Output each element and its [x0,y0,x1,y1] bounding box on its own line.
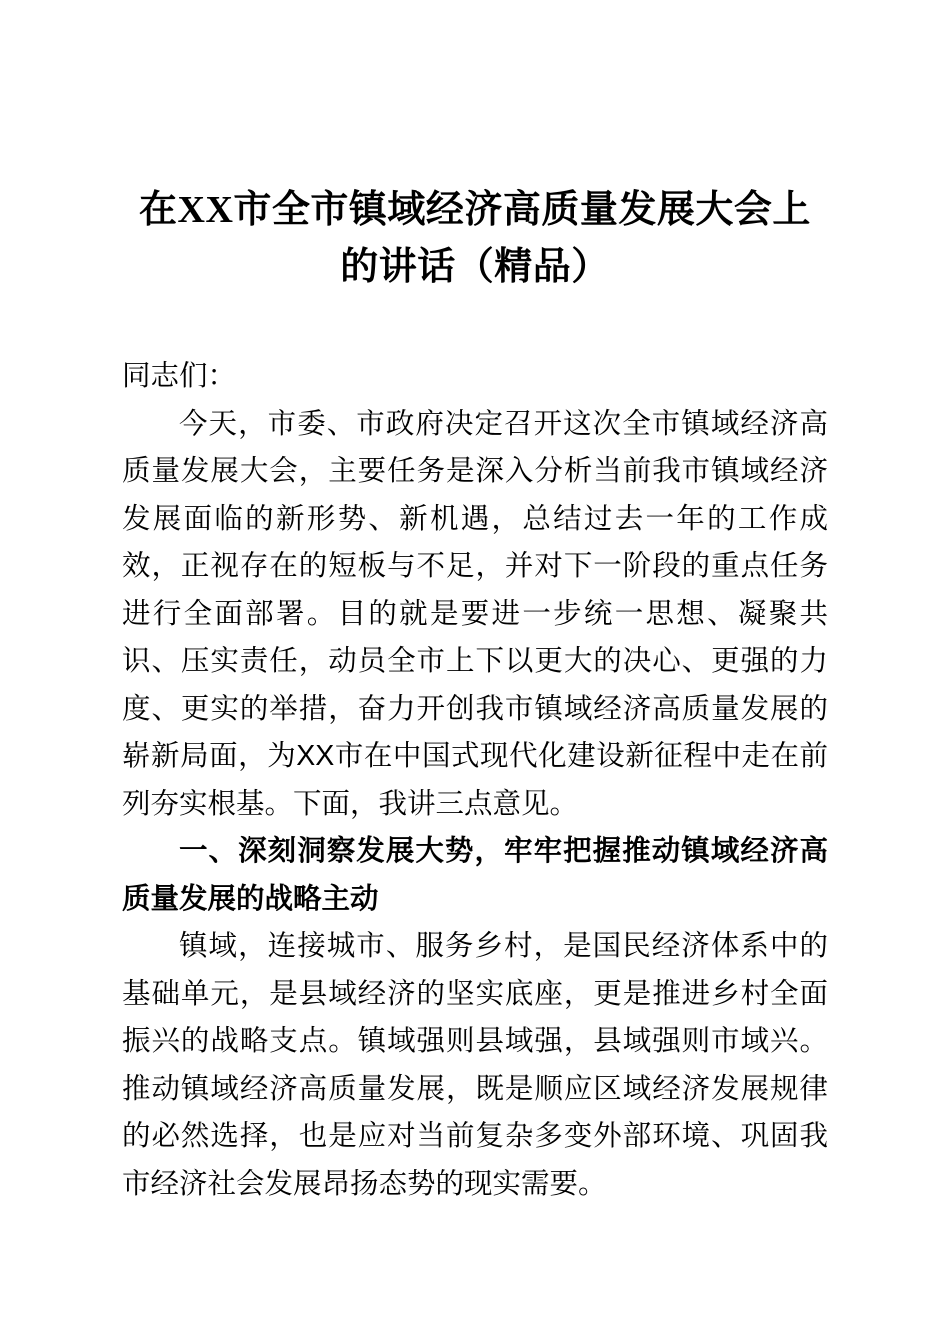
page-title: 在XX市全市镇域经济高质量发展大会上的讲话（精品） [139,189,811,288]
section-heading-one: 一、深刻洞察发展大势，牢牢把握推动镇域经济高质量发展的战略主动 [122,835,828,915]
paragraph-opening: 今天，市委、市政府决定召开这次全市镇域经济高质量发展大会，主要任务是深入分析当前我市镇域经济发展面临的新形势、新机遇，总结过去一年的工作成效，正视存在的短板与不足，并对下一阶段的重点任务进行全面部署。目的就是要进一步统一思想、凝聚共识、压实责任，动员全市上下以更大的决心、更强的力度、更实的举措，奋力开创我市镇域经济高质量发展的崭新局面，为XX市在中国式现代化建设新征程中走在前列夯实根基。下面，我讲三点意见。 [122,407,828,820]
document-body [122,0,828,1208]
salutation: 同志们： [122,360,237,392]
paragraph-section-one-body: 镇域，连接城市、服务乡村，是国民经济体系中的基础单元，是县域经济的坚实底座，更是推进乡村全面振兴的战略支点。镇域强则县域强，县域强则市域兴。推动镇域经济高质量发展，既是顺应区域经济发展规律的必然选择，也是应对当前复杂多变外部环境、巩固我市经济社会发展昂扬态势的现实需要。 [122,930,828,1200]
